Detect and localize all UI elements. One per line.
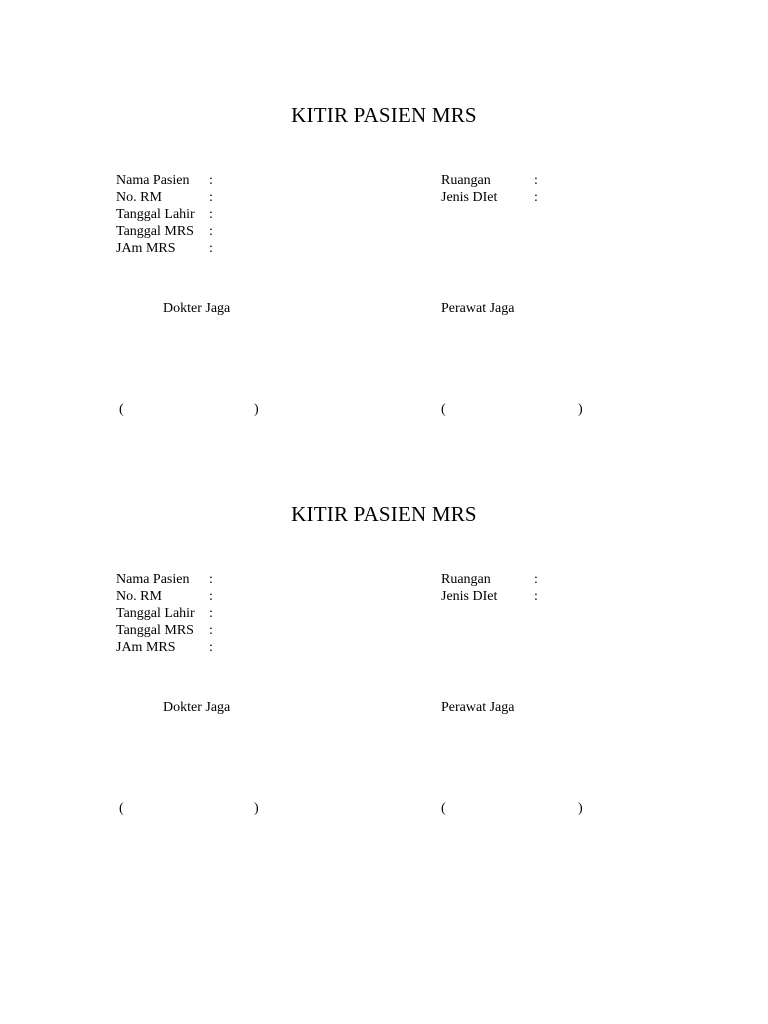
field-jenis-diet [441, 189, 544, 206]
field-label: Tanggal Lahir [116, 207, 195, 222]
signature-close-paren: ) [578, 402, 583, 417]
signature-close-paren: ) [254, 402, 259, 417]
field-label: Jenis DIet [441, 589, 498, 604]
signature-close-paren: ) [254, 801, 259, 816]
signature-close-paren: ) [578, 801, 583, 816]
field-ruangan [441, 571, 544, 588]
field-jam-mrs [116, 639, 219, 656]
field-tanggal-mrs [116, 622, 219, 639]
form-title: KITIR PASIEN MRS [291, 502, 477, 526]
field-label: JAm MRS [116, 241, 176, 256]
field-tanggal-lahir [116, 605, 219, 622]
field-label: Tanggal Lahir [116, 606, 195, 621]
form-title: KITIR PASIEN MRS [291, 103, 477, 127]
field-label: Nama Pasien [116, 572, 190, 587]
patient-fields [116, 571, 219, 656]
signer-dokter-jaga: Dokter Jaga [163, 700, 231, 715]
field-colon: : [209, 589, 213, 604]
field-colon: : [209, 640, 213, 655]
field-no-rm [116, 588, 219, 605]
field-colon: : [534, 572, 538, 587]
patient-fields [116, 172, 219, 257]
field-colon: : [534, 190, 538, 205]
field-colon: : [534, 173, 538, 188]
signer-perawat-jaga: Perawat Jaga [441, 700, 515, 715]
field-ruangan [441, 172, 544, 189]
field-jenis-diet [441, 588, 544, 605]
signature-open-paren: ( [441, 801, 446, 816]
field-jam-mrs [116, 240, 219, 257]
field-colon: : [209, 190, 213, 205]
field-no-rm [116, 189, 219, 206]
field-label: No. RM [116, 589, 162, 604]
field-colon: : [209, 207, 213, 222]
signer-dokter-jaga: Dokter Jaga [163, 301, 231, 316]
field-colon: : [209, 606, 213, 621]
field-nama-pasien [116, 571, 219, 588]
field-nama-pasien [116, 172, 219, 189]
field-label: Ruangan [441, 572, 491, 587]
field-colon: : [534, 589, 538, 604]
kitir-form-1 [0, 0, 768, 417]
field-tanggal-lahir [116, 206, 219, 223]
field-label: Jenis DIet [441, 190, 498, 205]
signature-open-paren: ( [119, 402, 124, 417]
signer-perawat-jaga: Perawat Jaga [441, 301, 515, 316]
kitir-form-2 [0, 399, 768, 816]
field-label: JAm MRS [116, 640, 176, 655]
room-fields [441, 172, 544, 206]
field-label: Tanggal MRS [116, 623, 194, 638]
field-tanggal-mrs [116, 223, 219, 240]
field-label: Ruangan [441, 173, 491, 188]
field-label: Tanggal MRS [116, 224, 194, 239]
field-colon: : [209, 241, 213, 256]
field-colon: : [209, 224, 213, 239]
field-label: No. RM [116, 190, 162, 205]
field-colon: : [209, 173, 213, 188]
field-label: Nama Pasien [116, 173, 190, 188]
signature-open-paren: ( [119, 801, 124, 816]
signature-open-paren: ( [441, 402, 446, 417]
field-colon: : [209, 572, 213, 587]
field-colon: : [209, 623, 213, 638]
room-fields [441, 571, 544, 605]
